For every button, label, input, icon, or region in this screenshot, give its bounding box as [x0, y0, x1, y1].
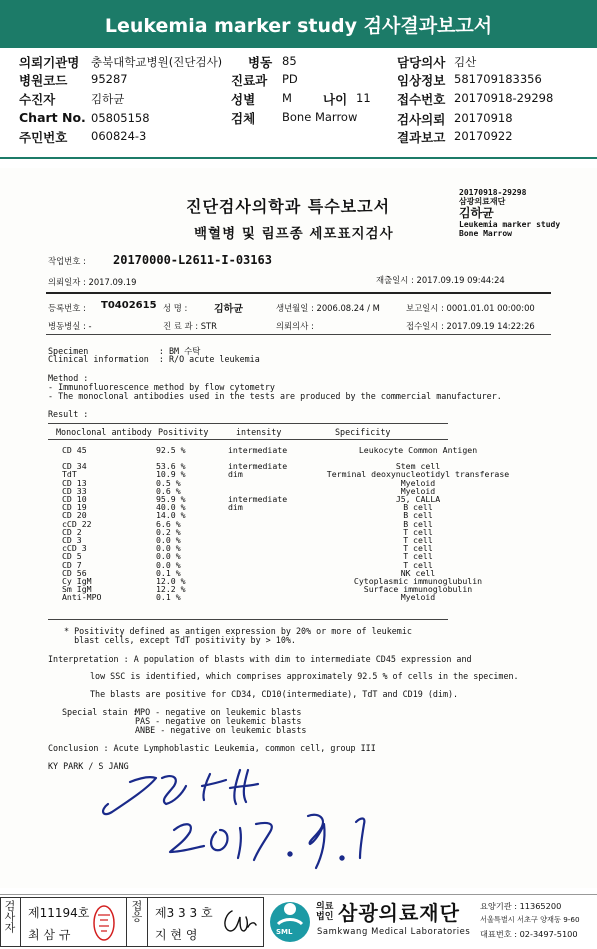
header-divider	[0, 157, 597, 159]
sml-logo-text: SML	[276, 928, 293, 936]
intensity-cell	[228, 528, 318, 536]
antibody-cell: Anti-MPO	[62, 592, 102, 603]
intensity-cell	[228, 577, 318, 585]
specimen-line: Specimen : BM 수탁	[48, 346, 201, 356]
positivity-cell: 0.6 %	[156, 485, 181, 496]
antibody-cell: CD 19	[62, 502, 87, 513]
marker-row	[62, 511, 518, 519]
intensity-cell	[228, 569, 318, 577]
intensity-cell	[228, 479, 318, 487]
marker-row	[62, 470, 518, 478]
age-value: 11	[356, 91, 371, 105]
antibody-cell: CD 2	[62, 526, 82, 537]
rrn-value: 060824-3	[91, 129, 147, 143]
report-title-bar	[0, 0, 597, 48]
reg-label: 등록번호 :	[48, 303, 86, 313]
antibody-cell: TdT	[62, 469, 77, 480]
method-title: Method :	[48, 373, 89, 383]
antibody-cell: CD 33	[62, 485, 87, 496]
antibody-cell: CD 7	[62, 559, 82, 570]
org-address: 서울특별시 서초구 양재동 9-60	[480, 915, 580, 924]
name-label: 성 명 :	[163, 303, 188, 313]
org-prefix	[316, 902, 333, 922]
intensity-cell: intermediate	[228, 445, 288, 455]
positivity-cell: 10.9 %	[156, 469, 186, 480]
positivity-cell: 12.2 %	[156, 584, 186, 595]
age-label: 나이	[323, 92, 348, 107]
tester-license-no: 제11194호	[28, 906, 90, 920]
doctor-value: 김산	[454, 55, 477, 69]
positivity-cell: 0.1 %	[156, 567, 181, 578]
org-prefix-line1: 의료	[316, 902, 334, 912]
job-label: 작업번호 :	[48, 256, 86, 266]
positivity-cell: 0.0 %	[156, 543, 181, 554]
specificity-cell: T cell	[403, 551, 433, 562]
positivity-cell: 14.0 %	[156, 510, 186, 521]
specificity-cell: NK cell	[400, 567, 436, 578]
sex-value: M	[282, 91, 292, 105]
table-header-rule	[48, 439, 448, 440]
positivity-cell: 12.0 %	[156, 576, 186, 587]
method-line-2: - The monoclonal antibodies used in the tests are produced by the commercial manufacturer.	[48, 391, 502, 401]
specificity-cell: Surface immunoglobulin	[363, 584, 473, 595]
antibody-cell: CD 45	[62, 445, 87, 455]
antibody-cell: CD 3	[62, 535, 82, 546]
request-date: 의뢰일자 : 2017.09.19	[48, 277, 137, 287]
patient-label: 수진자	[19, 92, 56, 107]
marker-row	[62, 520, 518, 528]
patient-name: 김하균	[214, 304, 243, 315]
positivity-cell: 6.6 %	[156, 518, 181, 529]
ward-label: 병동	[248, 55, 273, 70]
antibody-cell: cCD 3	[62, 543, 87, 554]
intensity-cell	[228, 552, 318, 560]
doctor-label: 담당의사	[397, 55, 446, 70]
positivity-cell: 0.5 %	[156, 477, 181, 488]
box-divider	[20, 897, 21, 947]
stain-pas: PAS - negative on leukemic blasts	[135, 716, 302, 726]
stamp-test: Leukemia marker study	[459, 220, 561, 229]
specificity-cell: Leukocyte Common Antigen	[358, 445, 478, 455]
specificity-cell: T cell	[403, 543, 433, 554]
antibody-cell: CD 20	[62, 510, 87, 521]
method-line-1: - Immunofluorescence method by flow cytometry	[48, 382, 275, 392]
inst-value: 충북대학교병원(진단검사)	[91, 55, 223, 69]
positivity-cell: 0.0 %	[156, 551, 181, 562]
intensity-cell	[228, 561, 318, 569]
recv-label: 접수번호	[397, 92, 446, 107]
table-top-rule	[48, 423, 448, 424]
specificity-cell: Terminal deoxynucleotidyl transferase	[326, 469, 510, 480]
reviewer-signature	[218, 903, 258, 939]
tester-vertical-label	[2, 900, 16, 936]
intensity-cell: intermediate	[228, 461, 288, 472]
positivity-cell: 92.5 %	[156, 445, 186, 455]
org-name: 삼광의료재단	[338, 901, 460, 925]
intensity-cell	[228, 511, 318, 519]
positivity-cell: 40.0 %	[156, 502, 186, 513]
intensity-cell: dim	[228, 469, 243, 480]
handwritten-signature	[90, 760, 380, 880]
specificity-cell: Stem cell	[395, 461, 441, 472]
clinical-line: Clinical information : R/O acute leukemia	[48, 354, 260, 364]
spacer-cell	[62, 454, 518, 462]
marker-table	[62, 446, 518, 602]
chart-label: Chart No.	[19, 110, 86, 125]
interpretation-line-1: Interpretation : A population of blasts with dim to intermediate CD45 expression and	[48, 654, 472, 664]
report-main-title: 진단검사의학과 특수보고서	[186, 197, 391, 216]
antibody-cell: Cy IgM	[62, 576, 92, 587]
signer-names: KY PARK / S JANG	[48, 761, 129, 771]
specificity-cell: Myeloid	[400, 477, 436, 488]
receipt-time: 접수일시 : 2017.09.19 14:22:26	[406, 321, 535, 331]
marker-row	[62, 446, 518, 454]
ward-value: 85	[282, 54, 297, 68]
intensity-cell	[228, 585, 318, 593]
col-antibody: Monoclonal antibody	[56, 427, 152, 437]
positivity-cell: 0.2 %	[156, 526, 181, 537]
antibody-cell: CD 13	[62, 477, 87, 488]
specimen-label: 검체	[231, 111, 256, 126]
col-specificity: Specificity	[335, 427, 391, 437]
divider	[46, 334, 551, 335]
positivity-cell: 95.9 %	[156, 494, 186, 505]
specificity-cell: T cell	[403, 526, 433, 537]
org-prefix-line2: 법인	[316, 912, 334, 922]
positivity-cell: 0.0 %	[156, 535, 181, 546]
reviewer-license-no: 제3 3 3 호	[155, 906, 213, 920]
chart-value: 05805158	[91, 111, 150, 125]
special-stain-label: Special stain :	[62, 707, 138, 717]
marker-row	[62, 479, 518, 487]
marker-row	[62, 495, 518, 503]
tester-label-text: 검사자	[3, 900, 16, 933]
intensity-cell: dim	[228, 502, 243, 513]
specificity-cell: B cell	[403, 510, 433, 521]
antibody-cell: cCD 22	[62, 518, 92, 529]
ward-room: 병동병실 : -	[48, 321, 92, 331]
sml-logo-icon	[268, 898, 312, 944]
specimen-value: Bone Marrow	[282, 110, 358, 124]
antibody-cell: Sm IgM	[62, 584, 92, 595]
specificity-cell: T cell	[403, 535, 433, 546]
box-divider	[126, 897, 127, 947]
stain-mpo: MPO - negative on leukemic blasts	[135, 707, 302, 717]
positivity-cell: 0.0 %	[156, 559, 181, 570]
conclusion: Conclusion : Acute Lymphoblastic Leukemia, common cell, group III	[48, 743, 376, 753]
positivity-cell: 53.6 %	[156, 461, 186, 472]
antibody-cell: CD 10	[62, 494, 87, 505]
rrn-label: 주민번호	[19, 130, 68, 145]
report-title: Leukemia marker study 검사결과보고서	[104, 14, 493, 37]
marker-row	[62, 536, 518, 544]
ordering-doctor: 의뢰의사 :	[276, 321, 314, 331]
antibody-cell: CD 34	[62, 461, 87, 472]
stamp-specimen: Bone Marrow	[459, 229, 512, 238]
reviewer-vertical-label	[129, 900, 143, 925]
request-label: 검사의뢰	[397, 112, 446, 127]
department: 진 료 과 : STR	[163, 321, 217, 331]
footnote-line-1: * Positivity defined as antigen expression by 20% or more of leukemic	[64, 626, 412, 636]
intensity-cell	[228, 544, 318, 552]
stamp-org: 삼광의료재단	[459, 197, 506, 206]
result-report-label: 결과보고	[397, 130, 446, 145]
org-english-name: Samkwang Medical Laboratories	[317, 926, 471, 936]
recv-value: 20170918-29298	[454, 91, 554, 105]
box-divider	[147, 897, 148, 947]
reviewer-label-text: 접응	[130, 900, 143, 922]
result-report-value: 20170922	[454, 129, 513, 143]
divider	[46, 292, 551, 294]
dept-label: 진료과	[231, 73, 268, 88]
specimen-stamp	[459, 188, 560, 238]
specificity-cell: J5, CALLA	[395, 494, 441, 505]
intensity-cell	[228, 593, 318, 601]
marker-row	[62, 552, 518, 560]
patient-value: 김하균	[91, 92, 125, 106]
col-positivity: Positivity	[158, 427, 209, 437]
report-time: 보고일시 : 0001.01.01 00:00:00	[406, 303, 535, 313]
marker-row	[62, 487, 518, 495]
specificity-cell: Cytoplasmic immunoglubulin	[353, 576, 483, 587]
positivity-cell: 0.1 %	[156, 592, 181, 603]
marker-row	[62, 561, 518, 569]
specificity-cell: Myeloid	[400, 592, 436, 603]
marker-row	[62, 544, 518, 552]
interpretation-line-3: The blasts are positive for CD34, CD10(intermediate), TdT and CD19 (dim).	[90, 689, 459, 699]
request-value: 20170918	[454, 111, 513, 125]
antibody-cell: CD 5	[62, 551, 82, 562]
footer-rule	[0, 894, 597, 895]
red-seal-icon	[92, 903, 116, 943]
intensity-cell	[228, 520, 318, 528]
org-license: 요양기관 : 11365200	[480, 901, 562, 911]
job-number: 20170000-L2611-I-03163	[113, 253, 272, 267]
stain-anbe: ANBE - negative on leukemic blasts	[135, 725, 307, 735]
result-title: Result :	[48, 409, 89, 419]
code-value: 95287	[91, 72, 128, 86]
marker-row	[62, 503, 518, 511]
marker-row	[62, 593, 518, 601]
inst-label: 의뢰기관명	[19, 55, 80, 70]
intensity-cell: intermediate	[228, 494, 288, 505]
dept-value: PD	[282, 72, 298, 86]
footnote-line-2: blast cells, except TdT positivity by > 10%.	[64, 635, 296, 645]
stamp-receipt-no: 20170918-29298	[459, 188, 527, 197]
interpretation-line-2: low SSC is identified, which comprises approximately 92.5 % of cells in the specimen.	[90, 671, 519, 681]
report-subtitle: 백혈병 및 림프종 세포표지검사	[194, 226, 394, 242]
org-phone: 대표번호 : 02-3497-5100	[480, 929, 578, 939]
clin-label: 임상정보	[397, 73, 446, 88]
specificity-cell: B cell	[403, 518, 433, 529]
sex-label: 성별	[231, 92, 256, 107]
antibody-cell: CD 56	[62, 567, 87, 578]
reissue-time: 재출일시 : 2017.09.19 09:44:24	[376, 275, 505, 285]
marker-row	[62, 528, 518, 536]
reg-number: T0402615	[101, 300, 157, 311]
specificity-cell: B cell	[403, 502, 433, 513]
row-spacer	[62, 454, 518, 462]
marker-row	[62, 585, 518, 593]
specificity-cell: T cell	[403, 559, 433, 570]
clin-value: 581709183356	[454, 72, 542, 86]
code-label: 병원코드	[19, 73, 68, 88]
intensity-cell	[228, 536, 318, 544]
specificity-cell: Myeloid	[400, 485, 436, 496]
reviewer-name: 지 현 영	[155, 928, 198, 942]
table-bottom-rule	[48, 619, 448, 620]
tester-name: 최 삼 규	[28, 928, 71, 942]
stamp-patient: 김하균	[459, 206, 494, 220]
birth-date: 생년월일 : 2006.08.24 / M	[276, 303, 380, 313]
col-intensity: intensity	[236, 427, 282, 437]
